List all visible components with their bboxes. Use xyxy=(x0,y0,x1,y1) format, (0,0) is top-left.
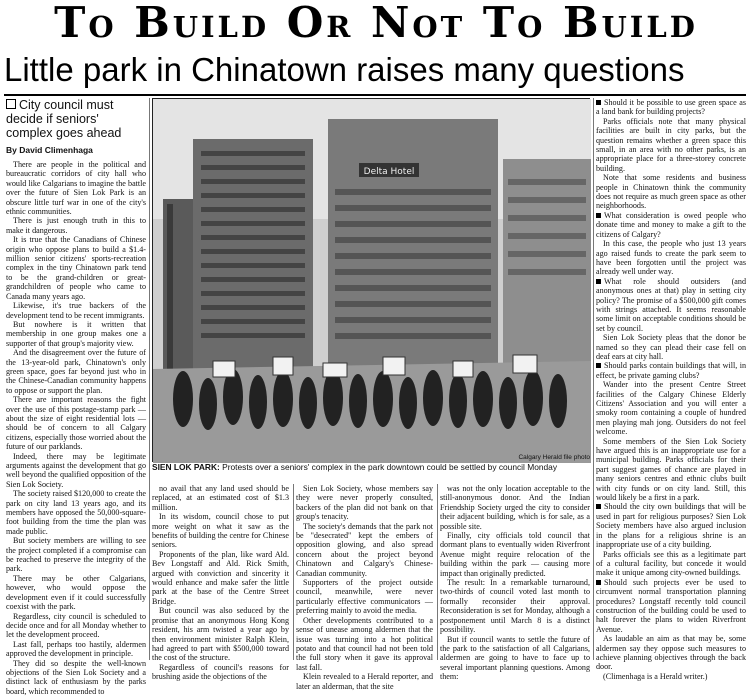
paragraph: The result: In a remarkable turnaround, two-thirds of council voted last month to formally reconsider their approval. Reconsideration is set for Monday, although a postponement until March 8 is a distinct possibility. xyxy=(440,578,590,635)
question-paragraph: What role should outsiders (and anonymous ones at that) play in setting city policy? The promise of a $500,000 gift comes with strings attached. It seems reasonable some limit on acceptable conditions should be set by council. xyxy=(596,276,746,333)
paragraph: Finally, city officials told council that dormant plans to eventually widen Riverfront Avenue might require relocation of the building within the park — causing more impact than originally predicted. xyxy=(440,531,590,578)
paragraph: The society raised $120,000 to create the park on city land 13 years ago, and its members have opposed the 50,000-square-foot building from the time the plan was made public. xyxy=(6,489,146,536)
paragraph: Regardless of council's reasons for brushing aside the objections of the xyxy=(152,662,289,682)
article-column-1 xyxy=(6,160,146,696)
paragraph: There may be other Calgarians, however, who would oppose the development even if it could successfully coexist with the park. xyxy=(6,573,146,612)
paragraph: Parks officials note that many physical facilities are built in city parks, but the question remains whether a green space this small, in an area with no other parks, is an appropriate place for a three-storey concrete building. xyxy=(596,116,746,173)
article-column-2 xyxy=(152,484,289,682)
paragraph: Note that some residents and business people in Chinatown think the community does not require as much green space as other neighborhoods. xyxy=(596,173,746,211)
question-paragraph: Should such projects ever be used to circumvent normal transportation planning procedures? Longstaff recently told council construction of the building could be used to halt forever the plans to widen Riverfront Avenue. xyxy=(596,577,746,634)
column-divider xyxy=(593,98,594,660)
paragraph: Klein revealed to a Herald reporter, and later an alderman, that the site xyxy=(296,672,433,691)
paragraph: There is just enough truth in this to make it dangerous. xyxy=(6,216,146,235)
main-headline: Little park in Chinatown raises many questions xyxy=(4,51,685,88)
paragraph: Last fall, perhaps too hastily, aldermen approved the development in principle. xyxy=(6,639,146,659)
hotel-sign: Delta Hotel xyxy=(363,167,415,177)
paragraph: As laudable an aim as that may be, some aldermen say they oppose such measures to achieve planning objectives through the back door. xyxy=(596,634,746,672)
column-divider xyxy=(149,98,150,660)
deck-box-icon xyxy=(6,99,16,109)
caption-lead: SIEN LOK PARK: xyxy=(152,462,220,472)
paragraph: There are important reasons the fight over the use of this postage-stamp park — about the size of eight residential lots — should be of concern to all Calgary citizens, especially those worried about the future of our parklands. xyxy=(6,395,146,452)
paragraph: Parks officials see this as a legitimate part of a cultural facility, but concede it would make it unique among city-owned buildings. xyxy=(596,549,746,578)
paragraph: There are people in the political and bureaucratic corridors of city hall who would like Calgarians to imagine the battle over the future of Sien Lok Park is an obscure little turf war in one of the city's ethnic communities. xyxy=(6,160,146,217)
paragraph: In this case, the people who just 13 years ago raised funds to create the park seem to have been forgotten until the project was already well under way. xyxy=(596,239,746,277)
paragraph: (Climenhaga is a Herald writer.) xyxy=(603,671,708,681)
photo-illustration xyxy=(153,99,591,463)
paragraph: Supporters of the project outside council, meanwhile, were never particularly effective communicators — preferring mainly to avoid the media. xyxy=(296,578,433,616)
question-paragraph: Should it be possible to use green space as a land bank for building projects? xyxy=(596,98,746,117)
paragraph: Proponents of the plan, like ward Ald. Bev Longstaff and Ald. Rick Smith, argued with conviction and sincerity it would enhance and make safer the little park at the base of the Centre Street Bridge. xyxy=(152,549,289,606)
paragraph: But society members are willing to see the project completed if a compromise can be reached to preserve the integrity of the park. xyxy=(6,536,146,574)
article-column-5 xyxy=(596,98,746,681)
photo-caption xyxy=(152,454,590,482)
paragraph: Some members of the Sien Lok Society have argued this is an inappropriate use for a municipal building. Parks officials for their part suggest games of chance are played in many seniors centres and ethnic clubs built with city funds or on city land. Still, this would likely be a first in a park. xyxy=(596,436,746,503)
article-column-3 xyxy=(296,484,433,691)
deck xyxy=(6,98,146,140)
paragraph: It is true that the Canadians of Chinese origin who oppose plans to build a $1.4-million senior citizens' sports-recreation complex in the tiny Chinatown park tend to be the grand-children or great-grandchildren of people who came to Canada many years ago. xyxy=(6,235,146,301)
column-divider xyxy=(293,484,294,660)
photo-credit: Calgary Herald file photo xyxy=(518,454,590,461)
paragraph: But if council wants to settle the future of the park to the satisfaction of all Calgarians, aldermen are going to have to face up to several important planning questions. Among them: xyxy=(440,634,590,682)
paragraph: Likewise, it's true backers of the development tend to be recent immigrants. xyxy=(6,301,146,320)
paragraph: Sien Lok Society pleas that the donor be named so they can plead their case fell on deaf ears at city hall. xyxy=(596,333,746,361)
caption-text: Protests over a seniors' complex in the park downtown could be settled by council Monday xyxy=(222,462,558,472)
question-paragraph: Should parks contain buildings that will, in effect, be private gaming clubs? xyxy=(596,361,746,380)
paragraph: was not the only location acceptable to the still-anonymous donor. And the Indian Friendship Society urged the city to consider their adjacent building, which is for sale, as a possible site. xyxy=(440,484,590,531)
paragraph: But council was also seduced by the promise that an anonymous Hong Kong resident, his arm twisted a year ago by then environment minister Ralph Klein, had agreed to part with $500,000 toward the cost of the structure. xyxy=(152,606,289,663)
question-paragraph: What consideration is owed people who donate time and money to make a gift to the citizens of Calgary? xyxy=(596,210,746,239)
column-divider xyxy=(437,484,438,660)
deck-text: City council must decide if seniors' complex goes ahead xyxy=(6,98,122,140)
headline-rule xyxy=(4,94,746,96)
paragraph: The society's demands that the park not be "desecrated" kept the embers of opposition glowing, and also spread concern about the project beyond Chinatown and Calgary's Chinese-Canadian community. xyxy=(296,521,433,578)
paragraph: Wander into the present Centre Street facilities of the Calgary Chinese Elderly Citizens' Association and you will enter a smoky room containing a couple of hundred men playing mah jong. Outsiders do not feel welcome. xyxy=(596,380,746,437)
paragraph: no avail that any land used should be replaced, at an estimated cost of $1.3 million. xyxy=(152,484,289,512)
kicker-headline: To Build Or Not To Build xyxy=(54,0,698,47)
byline: By David Climenhaga xyxy=(6,145,93,155)
paragraph: And the disagreement over the future of the 13-year-old park, Chinatown's only green space, goes far beyond just who in the Chinese-Canadian community happens to oppose or support the plan. xyxy=(6,348,146,395)
question-paragraph: Should the city own buildings that will be used in part for religious purposes? Sien Lok Society members have also argued inclusion in the plans for a religious shrine is an inappropriate use of a city building. xyxy=(596,502,746,550)
paragraph: Regardless, city council is scheduled to decide once and for all Monday whether to let the development proceed. xyxy=(6,611,146,640)
article-column-4 xyxy=(440,484,590,682)
paragraph: Sien Lok Society, whose members say they were never properly consulted, backers of the plan did not bank on that group's tenacity. xyxy=(296,484,433,522)
news-photo xyxy=(152,98,590,462)
paragraph: They did so despite the well-known objections of the Sien Lok Society and a distinct lack of enthusiasm by the parks board, which recommended to xyxy=(6,658,146,696)
paragraph: In its wisdom, council chose to put more weight on what it saw as the benefits of building the centre for Chinese seniors. xyxy=(152,512,289,550)
paragraph: Indeed, there may be legitimate arguments against the development that go well beyond the qualified opposition of the Sien Lok Society. xyxy=(6,451,146,489)
paragraph: Other developments contributed to a sense of unease among aldermen that the issue was turning into a hot political potato and that council had not been told the full story when it gave its approval last fall. xyxy=(296,615,433,672)
paragraph: But nowhere is it written that membership in one group makes one a supporter of that group's majority view. xyxy=(6,319,146,348)
